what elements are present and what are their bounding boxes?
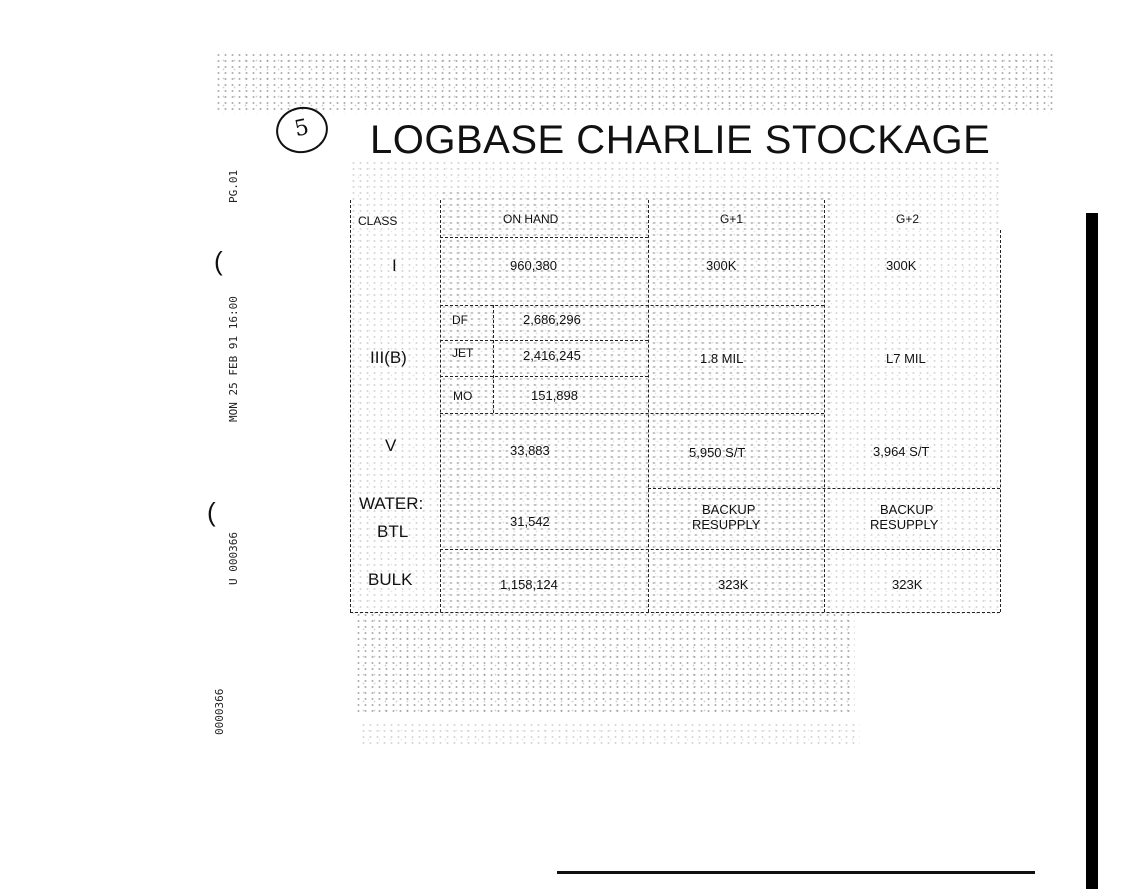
table-line [648,200,649,612]
header-class: CLASS [358,214,398,228]
table-line [440,305,824,306]
scan-noise-top [215,52,1055,114]
header-g2: G+2 [896,212,920,226]
table-line [1000,230,1001,612]
on-hand-cell: 2,686,296 [523,312,581,327]
datetime-stamp: MON 25 FEB 91 16:00 [227,296,240,422]
class-cell: WATER: [359,494,424,513]
class-cell: BULK [368,570,413,589]
table-line [440,340,648,341]
g2-cell: 323K [892,577,923,592]
page-title: LOGBASE CHARLIE STOCKAGE [370,118,991,162]
control-stamp: U 000366 [227,532,240,585]
circled-number: 5 [272,102,332,158]
header-g1: G+1 [720,212,744,226]
g2-cell: L7 MIL [886,351,926,366]
on-hand-cell: 960,380 [510,258,557,273]
scan-edge-line [557,871,1035,874]
on-hand-cell: 31,542 [510,514,550,529]
on-hand-cell: 2,416,245 [523,348,581,363]
class-cell: III(B) [370,348,407,367]
document-number-stamp: 0000366 [213,688,226,735]
on-hand-cell: 33,883 [510,443,550,458]
class-cell: I [392,256,397,275]
fuel-type-label: MO [453,389,473,403]
table-line [350,612,1000,613]
scan-noise-bottom [355,612,855,712]
on-hand-cell: 151,898 [531,388,578,403]
table-line [440,413,824,414]
g1-cell: 323K [718,577,749,592]
on-hand-cell: 1,158,124 [500,577,558,592]
g2-cell: RESUPPLY [870,517,939,532]
scan-noise-footer [360,722,860,748]
table-line [440,237,648,238]
g1-cell: 5,950 S/T [689,445,746,460]
class-cell: V [385,436,397,455]
g1-cell: BACKUP [702,502,756,517]
table-line [440,200,441,612]
table-line [350,200,351,612]
table-line [440,376,648,377]
page-number-stamp: PG.01 [227,169,240,203]
g2-cell: 3,964 S/T [873,444,930,459]
scan-noise-table-center [440,190,830,610]
table-line [648,488,1000,489]
g1-cell: 300K [706,258,737,273]
g1-cell: 1.8 MIL [700,351,744,366]
fuel-type-label: DF [452,313,468,327]
margin-mark: ( [214,246,223,276]
g2-cell: BACKUP [880,502,934,517]
g2-cell: 300K [886,258,917,273]
class-cell: BTL [377,522,409,541]
table-line [493,305,494,413]
table-line [440,549,1000,550]
scan-edge-bar [1086,213,1098,889]
g1-cell: RESUPPLY [692,517,761,532]
fuel-type-label: JET [452,346,474,360]
margin-mark: ( [207,497,216,527]
header-on-hand: ON HAND [503,212,559,226]
table-line [824,200,825,612]
